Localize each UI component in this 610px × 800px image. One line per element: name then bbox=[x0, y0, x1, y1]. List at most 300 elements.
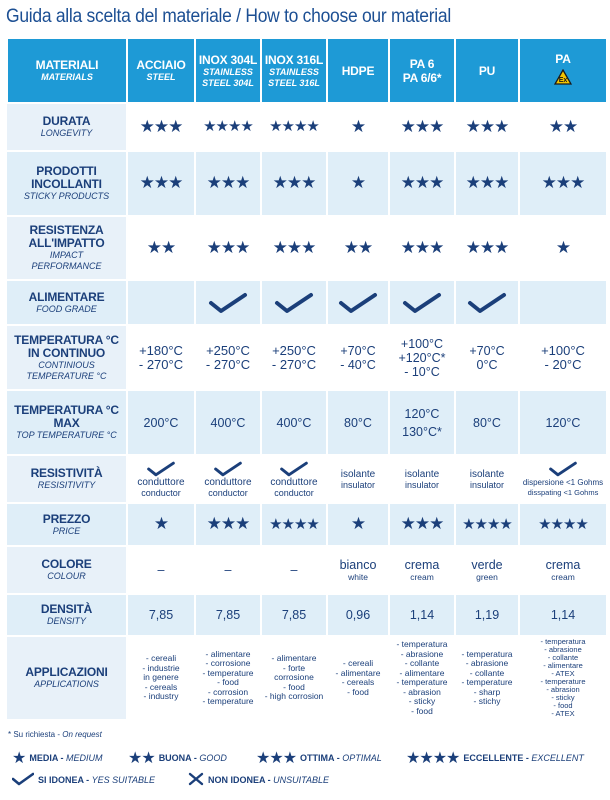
application-item: - ATEX bbox=[551, 709, 575, 718]
header-inox-316l bbox=[261, 38, 327, 103]
header-pa6 bbox=[389, 38, 455, 103]
legend-suitability bbox=[8, 772, 608, 792]
temp-max-label-1: TEMPERATURA °C bbox=[14, 403, 119, 417]
temp-cont-steel bbox=[127, 325, 195, 390]
star-rating-icon: ★★★ bbox=[465, 173, 509, 192]
legend-good bbox=[128, 748, 227, 768]
prezzo-rating-pu bbox=[455, 503, 519, 546]
durata-rating-hdpe bbox=[327, 103, 389, 151]
row-temperatura-max bbox=[7, 390, 607, 455]
star-rating-icon: ★★★ bbox=[206, 237, 250, 257]
application-item: - industry bbox=[143, 691, 179, 702]
header-inox316-sub: STAINLESS STEEL 316L bbox=[268, 66, 320, 88]
temp-cont-pa6-value: +100°C +120°C* - 10°C bbox=[398, 336, 446, 379]
header-pa-atex bbox=[519, 38, 607, 103]
colore-inox304 bbox=[195, 546, 261, 594]
alimentare-pa6 bbox=[389, 280, 455, 325]
colore-steel-value: – bbox=[157, 563, 165, 577]
colore-pa-atex-sub: cream bbox=[551, 572, 575, 582]
table-header-row bbox=[7, 38, 607, 103]
star-rating-icon: ★ bbox=[153, 514, 169, 533]
durata-rating-inox316 bbox=[261, 103, 327, 151]
material-comparison-table bbox=[6, 37, 608, 721]
application-item: - temperature bbox=[540, 677, 586, 686]
applicazioni-sub: APPLICATIONS bbox=[34, 679, 99, 689]
prodotti-rating-steel bbox=[127, 151, 195, 216]
temp-cont-inox304-value: +250°C - 270°C bbox=[205, 342, 251, 372]
header-steel-sub: STEEL bbox=[146, 72, 176, 82]
row-label-durata bbox=[7, 103, 127, 151]
resistivity-value: isolante bbox=[469, 468, 505, 480]
resistivity-value: dispersione <1 Gohms bbox=[522, 477, 604, 487]
colore-inox316-value: – bbox=[290, 563, 298, 577]
temp-max-label-2: MAX bbox=[53, 416, 80, 430]
application-item: - abrasione bbox=[544, 645, 582, 654]
row-temperatura-continuo bbox=[7, 325, 607, 390]
temp-max-steel bbox=[127, 390, 195, 455]
star-rating-icon: ★★★ bbox=[465, 237, 509, 257]
legend-excellent-stars: ★★★★ bbox=[406, 750, 460, 767]
page-title: Guida alla scelta del materiale / How to choose our material bbox=[6, 6, 451, 27]
star-rating-icon: ★★★ bbox=[139, 173, 183, 192]
durata-rating-inox304 bbox=[195, 103, 261, 151]
application-item: - corrosion bbox=[207, 686, 249, 697]
colore-inox316 bbox=[261, 546, 327, 594]
application-item: - cereals bbox=[144, 681, 178, 692]
temp-max-steel-value: 200°C bbox=[143, 415, 179, 430]
star-rating-icon: ★★★ bbox=[139, 116, 183, 136]
densita-pu-value: 1,19 bbox=[474, 608, 500, 622]
prezzo-rating-steel bbox=[127, 503, 195, 546]
application-item: - alimentare bbox=[205, 648, 251, 659]
densita-pa-atex-value: 1,14 bbox=[550, 608, 576, 622]
application-item: - sticky bbox=[551, 693, 575, 702]
footnote bbox=[8, 730, 102, 739]
resistenza-label-2: ALL'IMPATTO bbox=[28, 236, 105, 250]
legend-good-label: BUONA - bbox=[158, 753, 200, 763]
legend-medium-label: MEDIA - bbox=[29, 753, 67, 763]
application-item: corrosione bbox=[274, 672, 314, 683]
densita-pa-atex bbox=[519, 594, 607, 636]
application-item: - high corrosion bbox=[264, 691, 324, 702]
legend-suitable bbox=[12, 772, 155, 786]
temp-max-inox316 bbox=[261, 390, 327, 455]
header-pa6-label: PA 6 bbox=[409, 56, 435, 71]
check-icon bbox=[338, 292, 378, 314]
star-rating-icon: ★★★ bbox=[400, 173, 444, 192]
densita-inox316-value: 7,85 bbox=[281, 608, 307, 622]
legend-optimal-label: OTTIMA - bbox=[300, 753, 343, 763]
prodotti-rating-inox316 bbox=[261, 151, 327, 216]
legend-unsuitable bbox=[188, 772, 329, 786]
application-item: - temperatura bbox=[540, 637, 586, 646]
check-icon bbox=[467, 292, 507, 314]
temp-max-pu-value: 80°C bbox=[473, 415, 501, 430]
star-rating-icon: ★★★★ bbox=[538, 515, 588, 533]
resistivita-sub: RESISITIVITY bbox=[37, 480, 96, 490]
application-item: - sharp bbox=[473, 686, 501, 697]
row-label-prezzo bbox=[7, 503, 127, 546]
alimentare-steel bbox=[127, 280, 195, 325]
temp-max-inox304 bbox=[195, 390, 261, 455]
application-item: - abrasion bbox=[403, 686, 441, 697]
densita-inox304-value: 7,85 bbox=[215, 608, 241, 622]
legend-optimal-sub: OPTIMAL bbox=[342, 753, 382, 763]
prezzo-rating-hdpe bbox=[327, 503, 389, 546]
legend-excellent-sub: EXCELLENT bbox=[531, 753, 584, 763]
colore-inox304-value: – bbox=[224, 563, 232, 577]
header-hdpe bbox=[327, 38, 389, 103]
alimentare-label: ALIMENTARE bbox=[28, 289, 105, 304]
temp-cont-pa6 bbox=[389, 325, 455, 390]
row-label-applicazioni bbox=[7, 636, 127, 720]
application-item: - collante bbox=[547, 653, 579, 662]
legend-unsuitable-sub: UNSUITABLE bbox=[273, 775, 330, 785]
resistivity-value: conduttore bbox=[137, 476, 185, 488]
application-item: - abrasione bbox=[465, 658, 509, 668]
cross-icon bbox=[188, 772, 204, 786]
densita-inox304 bbox=[195, 594, 261, 636]
header-materials-sub: MATERIALS bbox=[41, 72, 93, 82]
header-materials-label: MATERIALI bbox=[35, 58, 99, 72]
applicazioni-hdpe bbox=[327, 636, 389, 720]
temp-max-pa6 bbox=[389, 390, 455, 455]
resistivity-value: conduttore bbox=[204, 476, 252, 488]
row-label-colore bbox=[7, 546, 127, 594]
densita-pu bbox=[455, 594, 519, 636]
resistenza-rating-pu bbox=[455, 216, 519, 280]
prodotti-rating-pu bbox=[455, 151, 519, 216]
star-rating-icon: ★★ bbox=[548, 116, 578, 136]
densita-pa6-value: 1,14 bbox=[409, 608, 435, 622]
alimentare-pu bbox=[455, 280, 519, 325]
star-rating-icon: ★★★ bbox=[400, 514, 444, 533]
star-rating-icon: ★★★★ bbox=[203, 118, 253, 135]
application-item: - cereali bbox=[145, 653, 177, 664]
application-item: - temperature bbox=[461, 677, 513, 687]
colore-label: COLORE bbox=[41, 557, 92, 571]
application-item: - industrie bbox=[142, 662, 180, 673]
prodotti-rating-inox304 bbox=[195, 151, 261, 216]
temp-max-pa6-value: 120°C 130°C* bbox=[402, 406, 442, 439]
prodotti-label-2: INCOLLANTI bbox=[31, 177, 102, 191]
densita-pa6 bbox=[389, 594, 455, 636]
alimentare-inox304 bbox=[195, 280, 261, 325]
application-item: - alimentare bbox=[335, 667, 381, 678]
row-label-resistivita bbox=[7, 455, 127, 503]
application-item: - food bbox=[283, 681, 305, 692]
star-rating-icon: ★★★ bbox=[272, 237, 316, 257]
colore-pa6-sub: cream bbox=[410, 572, 434, 582]
star-rating-icon: ★★★ bbox=[400, 237, 444, 257]
resistenza-label-1: RESISTENZA bbox=[29, 223, 104, 237]
star-rating-icon: ★ bbox=[555, 237, 571, 257]
alimentare-sub: FOOD GRADE bbox=[36, 303, 97, 314]
row-label-resistenza bbox=[7, 216, 127, 280]
prezzo-rating-inox316 bbox=[261, 503, 327, 546]
legend-unsuitable-label: NON IDONEA - bbox=[208, 775, 274, 785]
check-icon bbox=[12, 772, 34, 786]
star-rating-icon: ★★ bbox=[343, 237, 373, 257]
resistenza-sub-2: PERFORMANCE bbox=[31, 261, 102, 271]
applicazioni-pu bbox=[455, 636, 519, 720]
application-item: - temperatura bbox=[461, 648, 513, 659]
durata-sub: LONGEVITY bbox=[40, 128, 93, 138]
application-item: - stichy bbox=[473, 696, 501, 706]
header-inox-304l bbox=[195, 38, 261, 103]
application-item: - alimentare bbox=[271, 653, 317, 664]
application-item: in genere bbox=[143, 672, 179, 683]
application-item: - cereali bbox=[342, 658, 374, 668]
colore-hdpe bbox=[327, 546, 389, 594]
header-pu-label: PU bbox=[478, 63, 496, 78]
colore-pa-atex-value: crema bbox=[545, 558, 581, 572]
densita-sub: DENSITY bbox=[46, 616, 86, 626]
legend-excellent bbox=[406, 748, 584, 768]
colore-pa6 bbox=[389, 546, 455, 594]
applicazioni-pa6 bbox=[389, 636, 455, 720]
colore-pu-value: verde bbox=[471, 558, 503, 572]
star-rating-icon: ★★★★ bbox=[462, 515, 512, 533]
resistenza-rating-pa6 bbox=[389, 216, 455, 280]
temp-max-pa-atex bbox=[519, 390, 607, 455]
resistivity-value-en: conductor bbox=[208, 487, 248, 498]
densita-inox316 bbox=[261, 594, 327, 636]
temp-cont-label-2: IN CONTINUO bbox=[27, 345, 106, 360]
row-densita bbox=[7, 594, 607, 636]
row-label-temp-max bbox=[7, 390, 127, 455]
resistenza-rating-inox304 bbox=[195, 216, 261, 280]
application-item: - alimentare bbox=[399, 667, 445, 678]
densita-label: DENSITÀ bbox=[40, 602, 93, 616]
application-item: - temperature bbox=[202, 667, 254, 678]
durata-rating-pu bbox=[455, 103, 519, 151]
resistivity-value-en: insulator bbox=[469, 479, 505, 490]
application-item: - alimentare bbox=[543, 661, 583, 670]
footnote-main: * Su richiesta - bbox=[8, 730, 63, 739]
legend-suitable-label: SI IDONEA - bbox=[38, 775, 92, 785]
resistivita-pu bbox=[455, 455, 519, 503]
prodotti-sub: STICKY PRODUCTS bbox=[23, 191, 110, 201]
row-alimentare bbox=[7, 280, 607, 325]
colore-sub: COLOUR bbox=[47, 571, 86, 581]
prodotti-rating-pa6 bbox=[389, 151, 455, 216]
header-steel-label: ACCIAIO bbox=[136, 58, 186, 72]
prezzo-sub: PRICE bbox=[52, 525, 81, 536]
legend-optimal bbox=[256, 748, 382, 768]
legend-suitable-sub: YES SUITABLE bbox=[91, 775, 156, 785]
resistivita-hdpe bbox=[327, 455, 389, 503]
resistivity-value-en: conductor bbox=[141, 487, 181, 498]
application-item: - temperature bbox=[202, 696, 254, 706]
colore-pa6-value: crema bbox=[404, 558, 440, 572]
temp-cont-pa-atex bbox=[519, 325, 607, 390]
header-inox304-label: INOX 304L bbox=[198, 52, 258, 67]
durata-rating-pa6 bbox=[389, 103, 455, 151]
temp-max-pa-atex-value: 120°C bbox=[545, 415, 581, 430]
prezzo-rating-pa6 bbox=[389, 503, 455, 546]
application-item: - temperature bbox=[396, 677, 448, 687]
application-item: - abrasion bbox=[546, 685, 580, 694]
temp-cont-hdpe-value: +70°C - 40°C bbox=[340, 343, 376, 372]
header-pa-atex-label: PA bbox=[555, 51, 571, 66]
row-resistivita bbox=[7, 455, 607, 503]
row-label-prodotti bbox=[7, 151, 127, 216]
resistivity-value-en: conductor bbox=[274, 487, 314, 498]
resistivity-value-en: insulator bbox=[404, 479, 440, 490]
star-rating-icon: ★★★ bbox=[400, 116, 444, 136]
application-item: - sticky bbox=[408, 696, 436, 706]
star-rating-icon: ★★★ bbox=[206, 514, 250, 533]
temp-cont-hdpe bbox=[327, 325, 389, 390]
legend-medium bbox=[12, 748, 103, 768]
colore-pu-sub: green bbox=[476, 572, 498, 582]
colore-pu bbox=[455, 546, 519, 594]
legend-good-stars: ★★ bbox=[128, 750, 155, 767]
application-item: - ATEX bbox=[551, 669, 575, 678]
resistenza-rating-inox316 bbox=[261, 216, 327, 280]
row-prodotti-incollanti bbox=[7, 151, 607, 216]
row-durata bbox=[7, 103, 607, 151]
application-item: - forte bbox=[282, 662, 306, 673]
colore-hdpe-value: bianco bbox=[339, 558, 377, 572]
application-item: - temperatura bbox=[396, 639, 448, 649]
temp-cont-inox316 bbox=[261, 325, 327, 390]
check-icon bbox=[212, 461, 244, 477]
application-item: - food bbox=[553, 701, 573, 710]
durata-label: DURATA bbox=[42, 114, 91, 128]
header-inox316-label: INOX 316L bbox=[264, 52, 324, 67]
legend-medium-sub: MEDIUM bbox=[66, 753, 103, 763]
alimentare-hdpe bbox=[327, 280, 389, 325]
resistenza-sub-1: IMPACT bbox=[49, 250, 84, 260]
resistivita-inox304 bbox=[195, 455, 261, 503]
densita-steel-value: 7,85 bbox=[148, 608, 174, 622]
temp-max-inox304-value: 400°C bbox=[210, 415, 246, 430]
applicazioni-inox316 bbox=[261, 636, 327, 720]
prodotti-label-1: PRODOTTI bbox=[36, 164, 97, 178]
temp-cont-label-1: TEMPERATURA °C bbox=[14, 332, 119, 347]
colore-hdpe-sub: white bbox=[348, 572, 368, 582]
resistivita-inox316 bbox=[261, 455, 327, 503]
temp-max-hdpe-value: 80°C bbox=[344, 415, 372, 430]
colore-steel bbox=[127, 546, 195, 594]
durata-rating-steel bbox=[127, 103, 195, 151]
check-icon bbox=[547, 461, 579, 477]
header-pu bbox=[455, 38, 519, 103]
resistivita-steel bbox=[127, 455, 195, 503]
legend-stars bbox=[8, 748, 608, 768]
temp-cont-steel-value: +180°C - 270°C bbox=[138, 342, 184, 372]
header-inox304-sub: STAINLESS STEEL 304L bbox=[202, 66, 254, 88]
resistivity-value: isolante bbox=[404, 468, 440, 480]
star-rating-icon: ★★★ bbox=[206, 173, 250, 192]
application-item: - corrosione bbox=[205, 658, 251, 668]
header-steel bbox=[127, 38, 195, 103]
prodotti-rating-hdpe bbox=[327, 151, 389, 216]
temp-cont-inox304 bbox=[195, 325, 261, 390]
temp-max-sub: TOP TEMPERATURE °C bbox=[16, 430, 117, 440]
colore-pa-atex bbox=[519, 546, 607, 594]
header-pa66-label: PA 6/6* bbox=[402, 70, 442, 85]
svg-text:Ex: Ex bbox=[558, 76, 568, 84]
alimentare-pa-atex bbox=[519, 280, 607, 325]
star-rating-icon: ★★★★ bbox=[269, 118, 319, 135]
row-colore bbox=[7, 546, 607, 594]
durata-rating-pa-atex bbox=[519, 103, 607, 151]
resistivity-value: isolante bbox=[340, 468, 376, 480]
application-item: - food bbox=[347, 686, 369, 697]
densita-hdpe bbox=[327, 594, 389, 636]
row-label-alimentare bbox=[7, 280, 127, 325]
application-item: - cereals bbox=[341, 677, 375, 687]
resistenza-rating-hdpe bbox=[327, 216, 389, 280]
row-label-temp-cont bbox=[7, 325, 127, 390]
resistivity-value-en: disspating <1 Gohms bbox=[527, 487, 599, 497]
atex-ex-icon bbox=[554, 69, 572, 85]
application-item: - food bbox=[411, 705, 433, 716]
check-icon bbox=[145, 461, 177, 477]
resistenza-rating-steel bbox=[127, 216, 195, 280]
check-icon bbox=[274, 292, 314, 314]
row-prezzo bbox=[7, 503, 607, 546]
temp-max-hdpe bbox=[327, 390, 389, 455]
footnote-sub: On request bbox=[62, 730, 102, 739]
application-item: - abrasione bbox=[400, 648, 444, 659]
temp-cont-pu bbox=[455, 325, 519, 390]
resistivita-label: RESISTIVITÀ bbox=[30, 466, 103, 480]
star-rating-icon: ★★★ bbox=[272, 173, 316, 192]
legend-optimal-stars: ★★★ bbox=[256, 750, 297, 767]
check-icon bbox=[208, 292, 248, 314]
temp-max-pu bbox=[455, 390, 519, 455]
header-materials bbox=[7, 38, 127, 103]
row-resistenza-impatto bbox=[7, 216, 607, 280]
row-label-densita bbox=[7, 594, 127, 636]
star-rating-icon: ★★★★ bbox=[269, 515, 319, 533]
header-hdpe-label: HDPE bbox=[341, 63, 375, 78]
resistivity-value: conduttore bbox=[270, 476, 318, 488]
temp-cont-sub-2: TEMPERATURE °C bbox=[26, 370, 107, 381]
legend-excellent-label: ECCELLENTE - bbox=[463, 753, 532, 763]
temp-cont-pu-value: +70°C 0°C bbox=[469, 343, 505, 372]
application-item: - food bbox=[217, 677, 239, 687]
star-rating-icon: ★★ bbox=[146, 237, 176, 257]
check-icon bbox=[402, 292, 442, 314]
resistenza-rating-pa-atex bbox=[519, 216, 607, 280]
prezzo-label: PREZZO bbox=[42, 511, 91, 526]
row-applicazioni bbox=[7, 636, 607, 720]
temp-cont-inox316-value: +250°C - 270°C bbox=[271, 342, 317, 372]
star-rating-icon: ★ bbox=[350, 173, 366, 192]
application-item: - collante bbox=[404, 658, 440, 668]
densita-hdpe-value: 0,96 bbox=[345, 608, 371, 622]
applicazioni-inox304 bbox=[195, 636, 261, 720]
star-rating-icon: ★★★ bbox=[541, 173, 585, 192]
resistivita-pa-atex bbox=[519, 455, 607, 503]
prezzo-rating-pa-atex bbox=[519, 503, 607, 546]
application-item: - collante bbox=[469, 667, 505, 678]
temp-max-inox316-value: 400°C bbox=[276, 415, 312, 430]
prodotti-rating-pa-atex bbox=[519, 151, 607, 216]
star-rating-icon: ★★★ bbox=[465, 116, 509, 136]
star-rating-icon: ★ bbox=[350, 514, 366, 533]
star-rating-icon: ★ bbox=[350, 116, 366, 136]
prezzo-rating-inox304 bbox=[195, 503, 261, 546]
applicazioni-label: APPLICAZIONI bbox=[25, 665, 108, 679]
resistivita-pa6 bbox=[389, 455, 455, 503]
legend-medium-stars: ★ bbox=[12, 750, 26, 767]
